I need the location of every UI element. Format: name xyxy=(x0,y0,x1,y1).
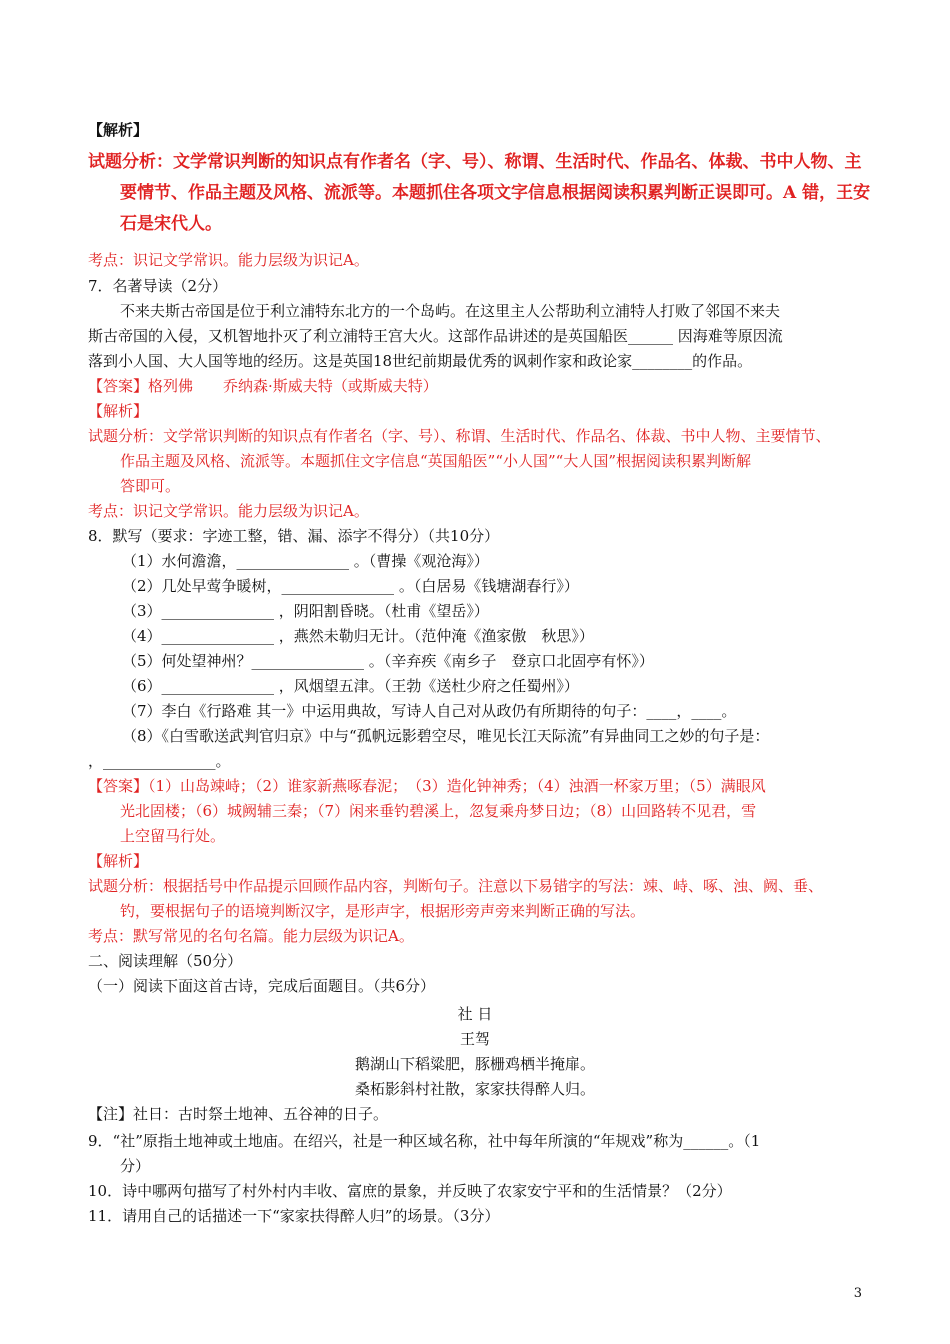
q6-analysis-heading: 【解析】 xyxy=(88,121,149,139)
poem-line-1: 鹅湖山下稻粱肥，豚栅鸡栖半掩扉。 xyxy=(354,1055,595,1073)
q8-item-2: （2）几处早莺争暖树，_______________ 。（白居易《钱塘湖春行》） xyxy=(122,577,579,595)
q6-analysis-line-3: 石是宋代人。 xyxy=(120,214,222,234)
q6-analysis-line-2: 要情节、作品主题及风格、流派等。本题抓住各项文字信息根据阅读积累判断正误即可。A 错，王安 xyxy=(120,183,871,203)
q7-analysis-line-1: 试题分析：文学常识判断的知识点有作者名（字、号）、称谓、生活时代、作品名、体裁、书中人物、主要情节、 xyxy=(88,427,831,445)
q8-title: 8．默写（要求：字迹工整，错、漏、添字不得分）（共10分） xyxy=(88,527,500,545)
section2-title: 二、阅读理解（50分） xyxy=(88,952,243,970)
q7-analysis-line-2: 作品主题及风格、流派等。本题抓住文字信息“英国船医”“小人国”“大人国”根据阅读积累判断解 xyxy=(120,452,752,470)
q8-analysis-line-2: 钓，要根据句子的语境判断汉字，是形声字，根据形旁声旁来判断正确的写法。 xyxy=(120,902,646,920)
q7-analysis-line-3: 答即可。 xyxy=(120,477,181,495)
q8-item-1: （1）水何澹澹，_______________ 。（曹操《观沧海》） xyxy=(122,552,489,570)
q8-item-8-cont: ，_______________。 xyxy=(88,752,231,770)
poem-title: 社 日 xyxy=(457,1005,493,1023)
q6-analysis-line-1: 试题分析：文学常识判断的知识点有作者名（字、号）、称谓、生活时代、作品名、体裁、书中人物、主 xyxy=(88,152,862,172)
q9-line-2: 分） xyxy=(120,1157,151,1175)
section2-sub1: （一）阅读下面这首古诗，完成后面题目。（共6分） xyxy=(88,977,436,995)
q7-passage-line-1: 不来夫斯古帝国是位于利立浦特东北方的一个岛屿。在这里主人公帮助利立浦特人打败了邻国不来夫 xyxy=(120,302,781,320)
q8-analysis-heading: 【解析】 xyxy=(88,852,149,870)
q8-item-5: （5）何处望神州？_______________ 。（辛弃疾《南乡子 登京口北固亭有怀》） xyxy=(122,652,654,670)
q8-answer-line-1: 【答案】（1）山岛竦峙；（2）谁家新燕啄春泥； （3）造化钟神秀；（4）浊酒一杯家万里；（5）满眼风 xyxy=(88,777,766,795)
q8-analysis-line-1: 试题分析：根据括号中作品提示回顾作品内容，判断句子。注意以下易错字的写法：竦、峙、啄、浊、阙、垂、 xyxy=(88,877,824,895)
poem-line-2: 桑柘影斜村社散，家家扶得醉人归。 xyxy=(354,1080,595,1098)
q8-answer-line-2: 光北固楼；（6）城阙辅三秦；（7）闲来垂钓碧溪上，忽复乘舟梦日边；（8）山回路转不见君，雪 xyxy=(120,802,757,820)
q7-passage-line-2: 斯古帝国的入侵，又机智地扑灭了利立浦特王宫大火。这部作品讲述的是英国船医______ 因海难等原因流 xyxy=(88,327,783,345)
page-number: 3 xyxy=(853,1286,862,1301)
q11: 11．请用自己的话描述一下“家家扶得醉人归”的场景。（3分） xyxy=(88,1207,500,1225)
q9-line-1: 9．“社”原指土地神或土地庙。在绍兴，社是一种区域名称，社中每年所演的“年规戏”称为______。（1 xyxy=(88,1132,761,1150)
q8-answer-line-3: 上空留马行处。 xyxy=(120,827,226,845)
q10: 10．诗中哪两句描写了村外村内丰收、富庶的景象，并反映了农家安宁平和的生活情景？（2分） xyxy=(88,1182,732,1200)
q8-item-8: （8）《白雪歌送武判官归京》中与“孤帆远影碧空尽，唯见长江天际流”有异曲同工之妙的句子是： xyxy=(122,727,770,745)
q8-point: 考点：默写常见的名句名篇。能力层级为识记A。 xyxy=(88,927,414,945)
q8-item-3: （3）_______________ ，阴阳割昏晓。（杜甫《望岳》） xyxy=(122,602,489,620)
q6-point: 考点：识记文学常识。能力层级为识记A。 xyxy=(88,251,369,269)
q8-item-7: （7）李白《行路难 其一》中运用典故，写诗人自己对从政仍有所期待的句子：____，____。 xyxy=(122,702,737,720)
q7-passage-line-3: 落到小人国、大人国等地的经历。这是英国18世纪前期最优秀的讽刺作家和政论家________的作品。 xyxy=(88,352,753,370)
poem-note: 【注】社日：古时祭土地神、五谷神的日子。 xyxy=(88,1105,389,1123)
q7-answer: 【答案】格列佛 乔纳森·斯威夫特（或斯威夫特） xyxy=(88,377,438,395)
q7-title: 7．名著导读（2分） xyxy=(88,277,228,295)
q7-analysis-heading: 【解析】 xyxy=(88,402,149,420)
poem-author: 王驾 xyxy=(459,1030,490,1048)
q8-item-4: （4）_______________ ，燕然未勒归无计。（范仲淹《渔家傲 秋思》） xyxy=(122,627,594,645)
q8-item-6: （6）_______________ ，风烟望五津。（王勃《送杜少府之任蜀州》） xyxy=(122,677,579,695)
q7-point: 考点：识记文学常识。能力层级为识记A。 xyxy=(88,502,369,520)
